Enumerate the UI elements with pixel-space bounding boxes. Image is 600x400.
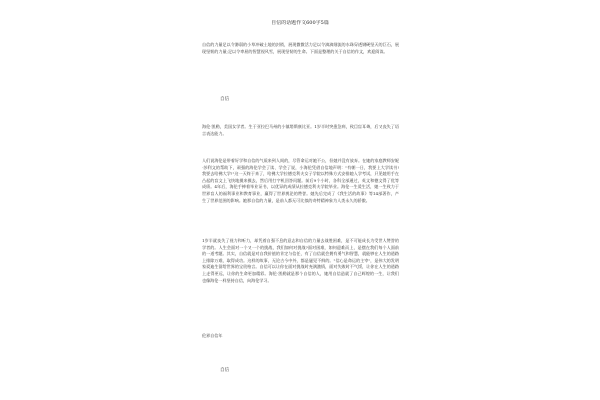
document-title: 自信的话题作文600字5篇 xyxy=(271,20,329,26)
body-paragraph: 伦界自信年 xyxy=(202,333,223,338)
body-paragraph: 1岁半就丧失了视力和听力，却凭着自强不息的意志和自信的力量去战胜困难，是不可能成长为受世人赞誉的学者的。人生会面对一个又一个的挑战，我们如何对挑战?面对困难，如何迎难而上，是摆在我们每个人面前的一道考题。其实，自信就是对自我价值的肯定与信任，有了自信就会拥有勇气和智慧，就能够在人生的道路上排除万难，取得成功。这样的故事，无论古今中外，都是屡见不鲜的。"信心是命运的主宰"，是伟大的发明家爱迪生留给世界的宝贵格言。自信可以让你在面对挑战时充满激情，面对失败时不气馁，让你在人生的道路上走得更远，让你的生命更加精彩。海伦·凯勒就是那个自信的人，她用自信造就了自己辉煌的一生，让我们也像海伦一样坚持自信，向海伦学习。 xyxy=(202,238,399,283)
body-paragraph: 海伦·凯勒，美国女学者。生于亚拉巴马州的小镇塔斯康比亚。1岁半时突患急病，致目盲耳聋，后又丧失了语言表达能力。 xyxy=(202,124,399,136)
section-heading: 自信 xyxy=(220,97,230,102)
intro-paragraph: 自信的力量足以令渺弱的小草冲破土地的封锁，展现微微活力足以令滴滴细流的水珠穿透钢硬坚天的巨石，展现坚韧的力量;足以令卑屈的智慧视风雪，展现坚韧的生命。下面是整理的关于自信的作文，欢迎阅读。 xyxy=(202,42,399,54)
body-paragraph: 人们说海伦是带着好学和自信的气质来到人间的，尽管命运对她不公，但她并没有放弃。在她的家庭教师安妮·莎利文的帮助下，顽强的海伦学会了读、学会了说，小海伦凭借自信地声明："有朝一日，我要上大学读书!我要去哈佛大学!"这一天终于来了，哈佛大学拉德克利夫女子学院以特殊方式安排她入学考试，只见她用手在凸起的盲文上飞快地摸来摸去，然后用打字机回答问题。前后9个小时，各科全部通过，英文和德文得了优等成绩。4年后，海伦手捧着毕业证书，以优异的成绩从拉德克利夫学院毕业。海伦一生爱生活，她一生致力于世界盲人的福利事业和教育事业，赢得了世界舆论的赞誉。她先后完成了《我生活的故事》等14部著作，产生了世界范围的影响。她那自信的力量，是前人都无可比拟的奇特精神象为人类永久的骄傲。 xyxy=(202,158,399,203)
section-heading: 自信 xyxy=(220,368,230,373)
